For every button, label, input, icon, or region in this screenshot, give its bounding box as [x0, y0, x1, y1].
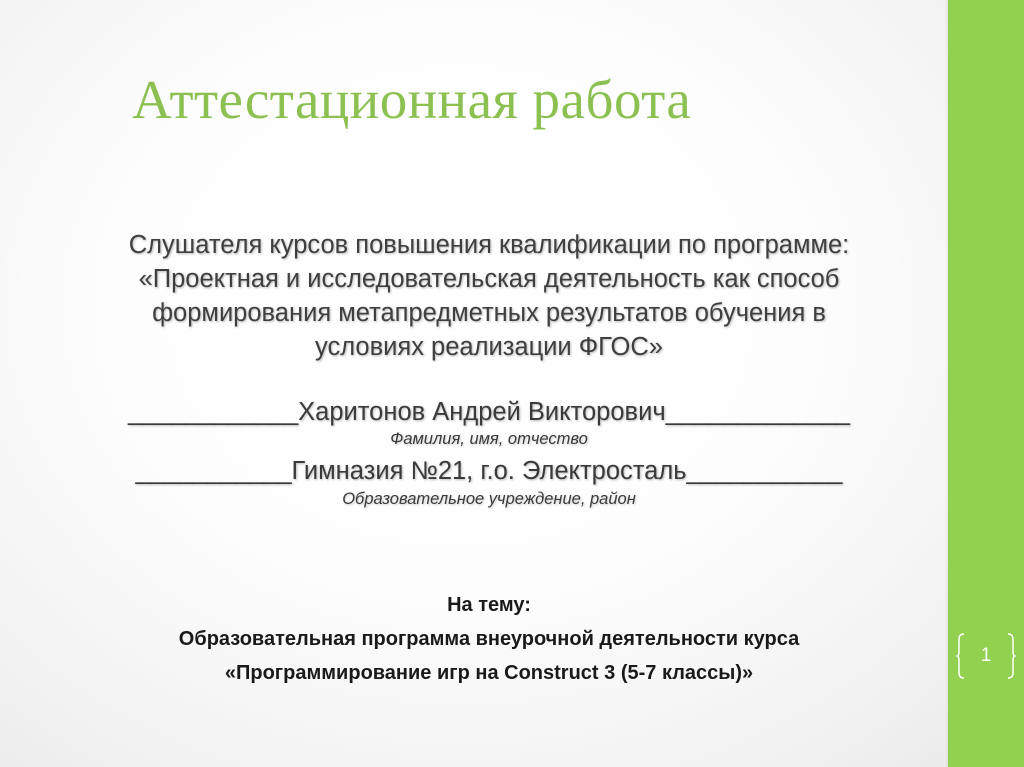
school-caption: Образовательное учреждение, район [342, 490, 636, 508]
topic-label: На тему: [447, 594, 531, 616]
page-number: 1 [980, 645, 992, 666]
topic-block [60, 588, 918, 690]
page-number-box [956, 633, 1016, 679]
author-name-caption: Фамилия, имя, отчество [390, 430, 588, 448]
topic-line: Образовательная программа внеурочной деятельности курса [178, 628, 800, 650]
course-line: условиях реализации ФГОС» [315, 333, 663, 361]
course-line: Слушателя курсов повышения квалификации по программе: [128, 231, 850, 259]
right-brace-icon [1006, 633, 1016, 679]
left-brace-icon [956, 633, 966, 679]
course-line: «Проектная и исследовательская деятельность как способ [138, 265, 840, 293]
course-description [70, 228, 908, 364]
author-name-line: ____________Харитонов Андрей Викторович_____________ [127, 398, 850, 426]
topic-line: «Программирование игр на Construct 3 (5-7 классы)» [224, 662, 754, 684]
school-line: ___________Гимназия №21, г.о. Электросталь___________ [135, 457, 843, 485]
slide-title: Аттестационная работа [132, 69, 692, 130]
course-line: формирования метапредметных результатов обучения в [152, 299, 826, 327]
